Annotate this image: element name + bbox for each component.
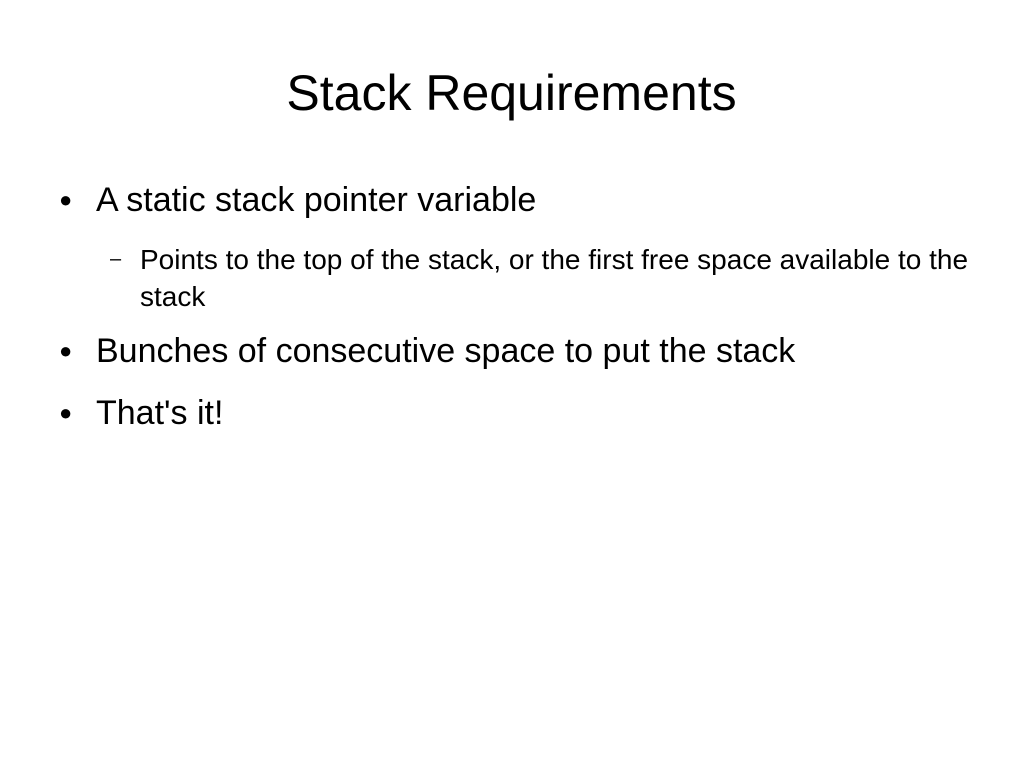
bullet-text: A static stack pointer variable [96, 181, 537, 219]
bullet-dot-icon: ● [59, 338, 73, 363]
bullet-text: That's it! [96, 394, 224, 432]
bullet-text: Bunches of consecutive space to put the stack [96, 332, 796, 370]
bullet-dot-icon: ● [59, 400, 73, 425]
bullet-dot-icon: ● [59, 187, 73, 212]
bullet-item-consecutive-space [59, 331, 796, 371]
sub-bullet-item-points-to-top [110, 241, 980, 315]
bullet-item-thats-it [59, 393, 224, 433]
dash-icon: – [110, 248, 122, 270]
sub-bullet-text: Points to the top of the stack, or the first free space available to the stack [140, 244, 969, 312]
bullet-item-static-stack-pointer [59, 180, 537, 220]
slide-title: Stack Requirements [286, 65, 737, 121]
